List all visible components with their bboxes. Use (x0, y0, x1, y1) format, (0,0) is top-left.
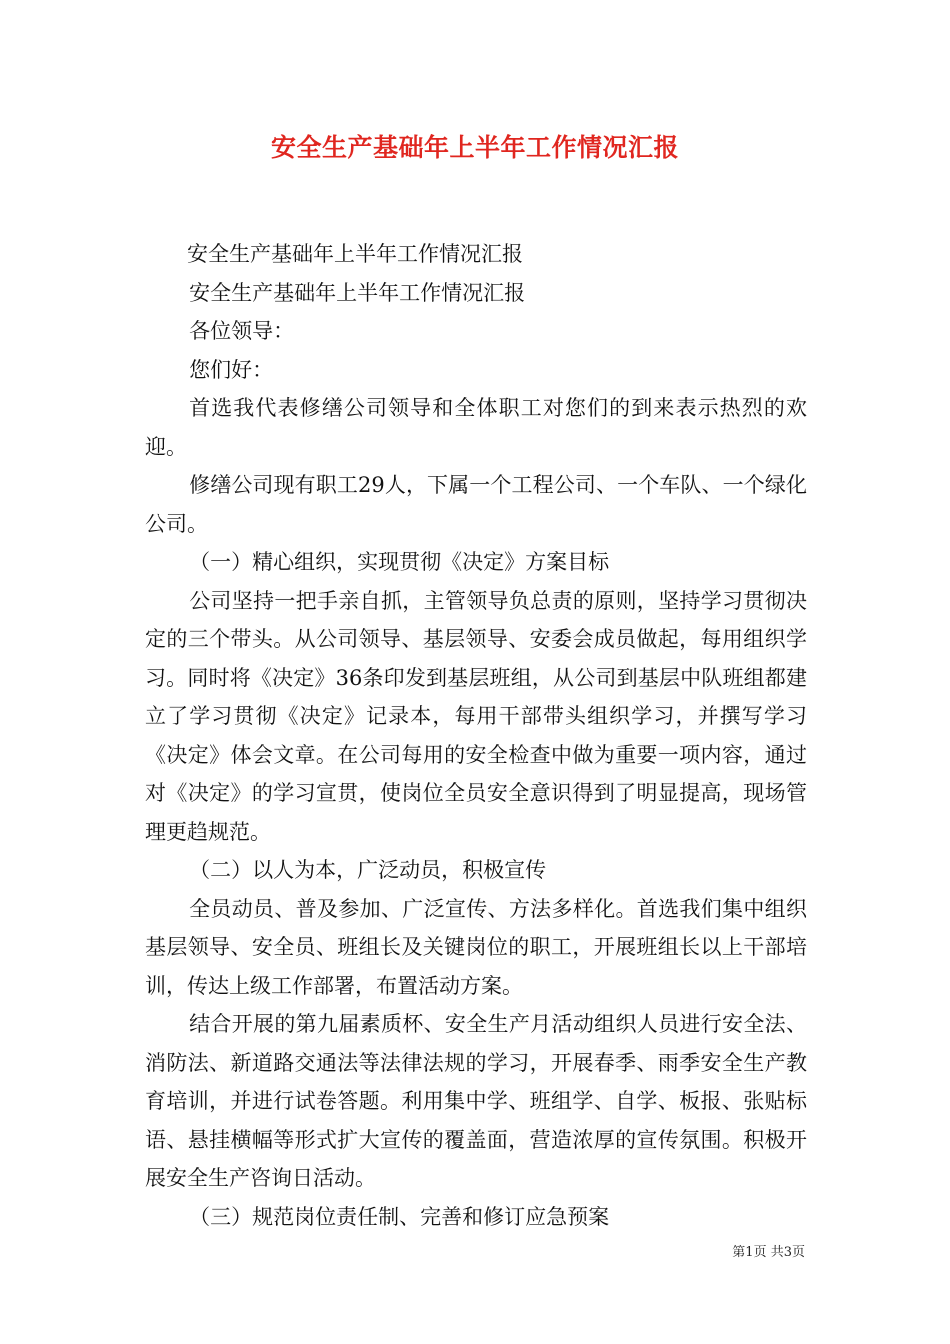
section-heading-1: （一）精心组织，实现贯彻《决定》方案目标 (189, 550, 610, 574)
section-heading-3: （三）规范岗位责任制、完善和修订应急预案 (189, 1204, 610, 1229)
paragraph-company-overview: 修缮公司现有职工29人，下属一个工程公司、一个车队、一个绿化公司。 (145, 473, 807, 536)
footer-total-pages: 3 (783, 1245, 792, 1260)
document-body (145, 235, 807, 1236)
footer-suffix: 页 (791, 1245, 805, 1260)
body-subheading: 安全生产基础年上半年工作情况汇报 (189, 280, 526, 305)
paragraph-section-2a: 全员动员、普及参加、广泛宣传、方法多样化。首选我们集中组织基层领导、安全员、班组长及关键岗位的职工，开展班组长以上干部培训，传达上级工作部署，布置活动方案。 (145, 896, 807, 998)
footer-middle: 页 共 (753, 1245, 784, 1260)
document-title: 安全生产基础年上半年工作情况汇报 (270, 133, 679, 162)
paragraph-welcome: 首选我代表修缮公司领导和全体职工对您们的到来表示热烈的欢迎。 (145, 396, 807, 459)
paragraph-section-2b: 结合开展的第九届素质杯、安全生产月活动组织人员进行安全法、消防法、新道路交通法等法律法规的学习，开展春季、雨季安全生产教育培训，并进行试卷答题。利用集中学、班组学、自学、板报、张贴标语、悬挂横幅等形式扩大宣传的覆盖面，营造浓厚的宣传氛围。积极开展安全生产咨询日活动。 (145, 1012, 807, 1190)
paragraph-section-1: 公司坚持一把手亲自抓，主管领导负总责的原则，坚持学习贯彻决定的三个带头。从公司领导、基层领导、安委会成员做起，每用组织学习。同时将《决定》36条印发到基层班组，从公司到基层中队班组都建立了学习贯彻《决定》记录本，每用干部带头组织学习，并撰写学习《决定》体会文章。在公司每用的安全检查中做为重要一项内容，通过对《决定》的学习宣贯，使岗位全员安全意识得到了明显提高，现场管理更趋规范。 (145, 588, 807, 844)
section-heading-2: （二）以人为本，广泛动员，积极宣传 (189, 858, 547, 882)
greeting: 您们好： (189, 357, 274, 382)
footer-current-page: 1 (745, 1245, 754, 1260)
page-footer (732, 1244, 805, 1262)
body-heading: 安全生产基础年上半年工作情况汇报 (187, 242, 523, 266)
footer-prefix: 第 (732, 1245, 746, 1260)
salutation: 各位领导： (189, 319, 295, 343)
